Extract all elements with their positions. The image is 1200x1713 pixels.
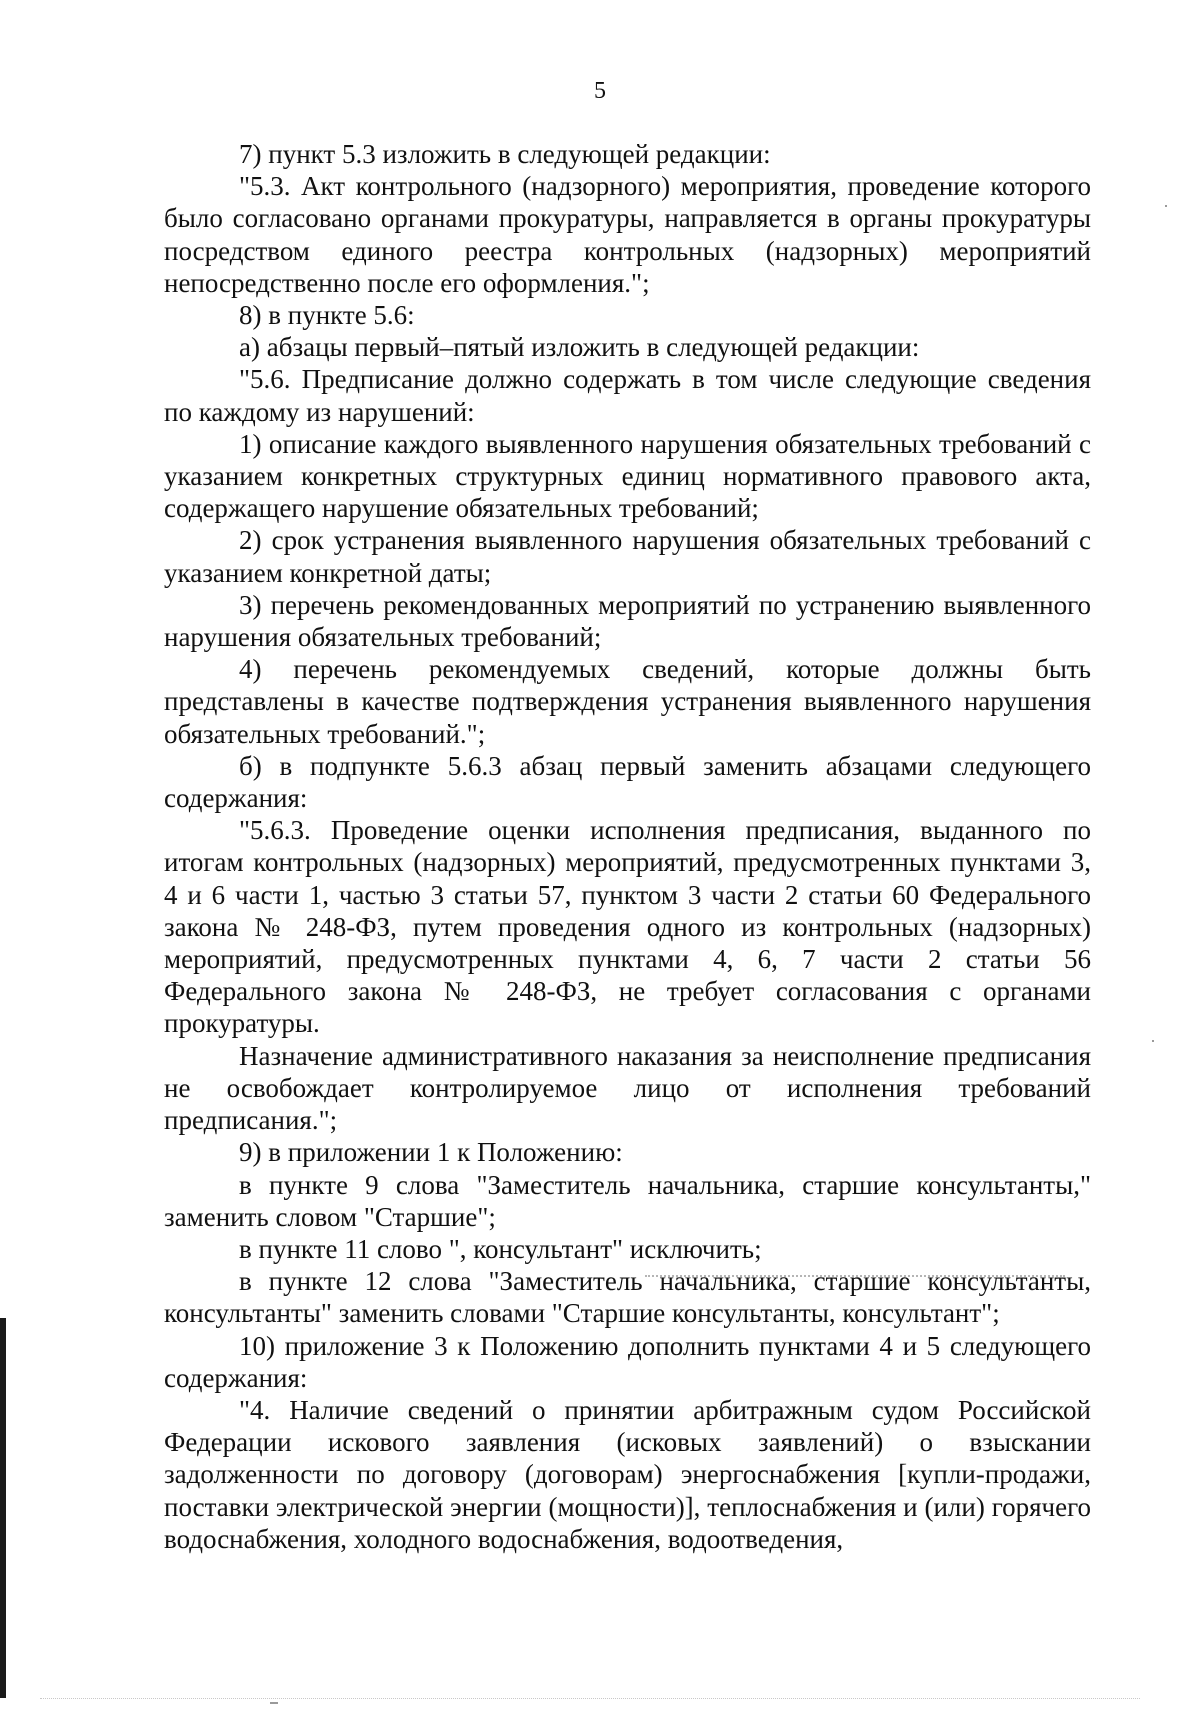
paragraph-8-a: а) абзацы первый–пятый изложить в следующей редакции: xyxy=(239,332,920,363)
paragraph-5-6-3-second: Назначение административного наказания за неисполнение предписания не освобождает контролируемое лицо от исполнения требований предписания."; xyxy=(164,1040,1091,1136)
paragraph-5-6-item-2: 2) срок устранения выявленного нарушения обязательных требований с указанием конкретной даты; xyxy=(164,525,1091,588)
scan-speck xyxy=(1152,1040,1154,1042)
scan-edge-mark xyxy=(0,1318,6,1698)
paragraph-5-6-item-4: 4) перечень рекомендуемых сведений, которые должны быть представлены в качестве подтверждения устранения выявленного нарушения обязательных требований."; xyxy=(164,654,1091,749)
paragraph-5-6-item-3: 3) перечень рекомендованных мероприятий по устранению выявленного нарушения обязательных требований; xyxy=(164,589,1091,653)
paragraph-9-item-9: в пункте 9 слова "Заместитель начальника, старшие консультанты," заменить словом "Старшие"; xyxy=(164,1169,1091,1232)
scan-speck xyxy=(1165,205,1167,207)
page-number: 5 xyxy=(594,78,606,104)
paragraph-9: 9) в приложении 1 к Положению: xyxy=(239,1137,623,1168)
paragraph-9-item-12: в пункте 12 слова "Заместитель начальника, старшие консультанты, консультанты" заменить словами "Старшие консультанты, консультант"; xyxy=(164,1266,1091,1329)
scan-speck xyxy=(270,1702,278,1704)
paragraph-10-item-4: "4. Наличие сведений о принятии арбитражным судом Российской Федерации искового заявления (исковых заявлений) о взыскании задолженности по договору (договорам) энергоснабжения [купли-продажи, поставки электрической энергии (мощности)], теплоснабжения и (или) горячего водоснабжения, холодного водоснабжения, водоотведения, xyxy=(164,1394,1091,1554)
paragraph-9-item-11: в пункте 11 слово ", консультант" исключить; xyxy=(239,1233,762,1264)
paragraph-5-6-item-1: 1) описание каждого выявленного нарушения обязательных требований с указанием конкретных структурных единиц нормативного правового акта, содержащего нарушение обязательных требований; xyxy=(164,428,1091,524)
paragraph-10: 10) приложение 3 к Положению дополнить пунктами 4 и 5 следующего содержания: xyxy=(164,1330,1091,1393)
paragraph-8: 8) в пункте 5.6: xyxy=(239,300,415,331)
paragraph-7: 7) пункт 5.3 изложить в следующей редакции: xyxy=(239,139,771,169)
dotted-filler-line xyxy=(645,1275,1065,1277)
document-body xyxy=(164,138,1091,1555)
paragraph-8-b: б) в подпункте 5.6.3 абзац первый заменить абзацами следующего содержания: xyxy=(164,750,1091,814)
paragraph-5-6-text: "5.6. Предписание должно содержать в том числе следующие сведения по каждому из нарушений: xyxy=(164,364,1091,427)
scan-bottom-noise xyxy=(40,1698,1140,1699)
paragraph-5-6-3-text: "5.6.3. Проведение оценки исполнения предписания, выданного по итогам контрольных (надзорных) мероприятий, предусмотренных пунктами 3, 4 и 6 части 1, частью 3 статьи 57, пунктом 3 части 2 статьи 60 Федерального закона № 248-ФЗ, путем проведения одного из контрольных (надзорных) мероприятий, предусмотренных пунктами 4, 6, 7 части 2 статьи 56 Федерального закона № 248-ФЗ, не требует согласования с органами прокуратуры. xyxy=(164,815,1091,1039)
paragraph-5-3-text: "5.3. Акт контрольного (надзорного) мероприятия, проведение которого было согласовано органами прокуратуры, направляется в органы прокуратуры посредством единого реестра контрольных (надзорных) мероприятий непосредственно после его оформления."; xyxy=(164,171,1091,298)
